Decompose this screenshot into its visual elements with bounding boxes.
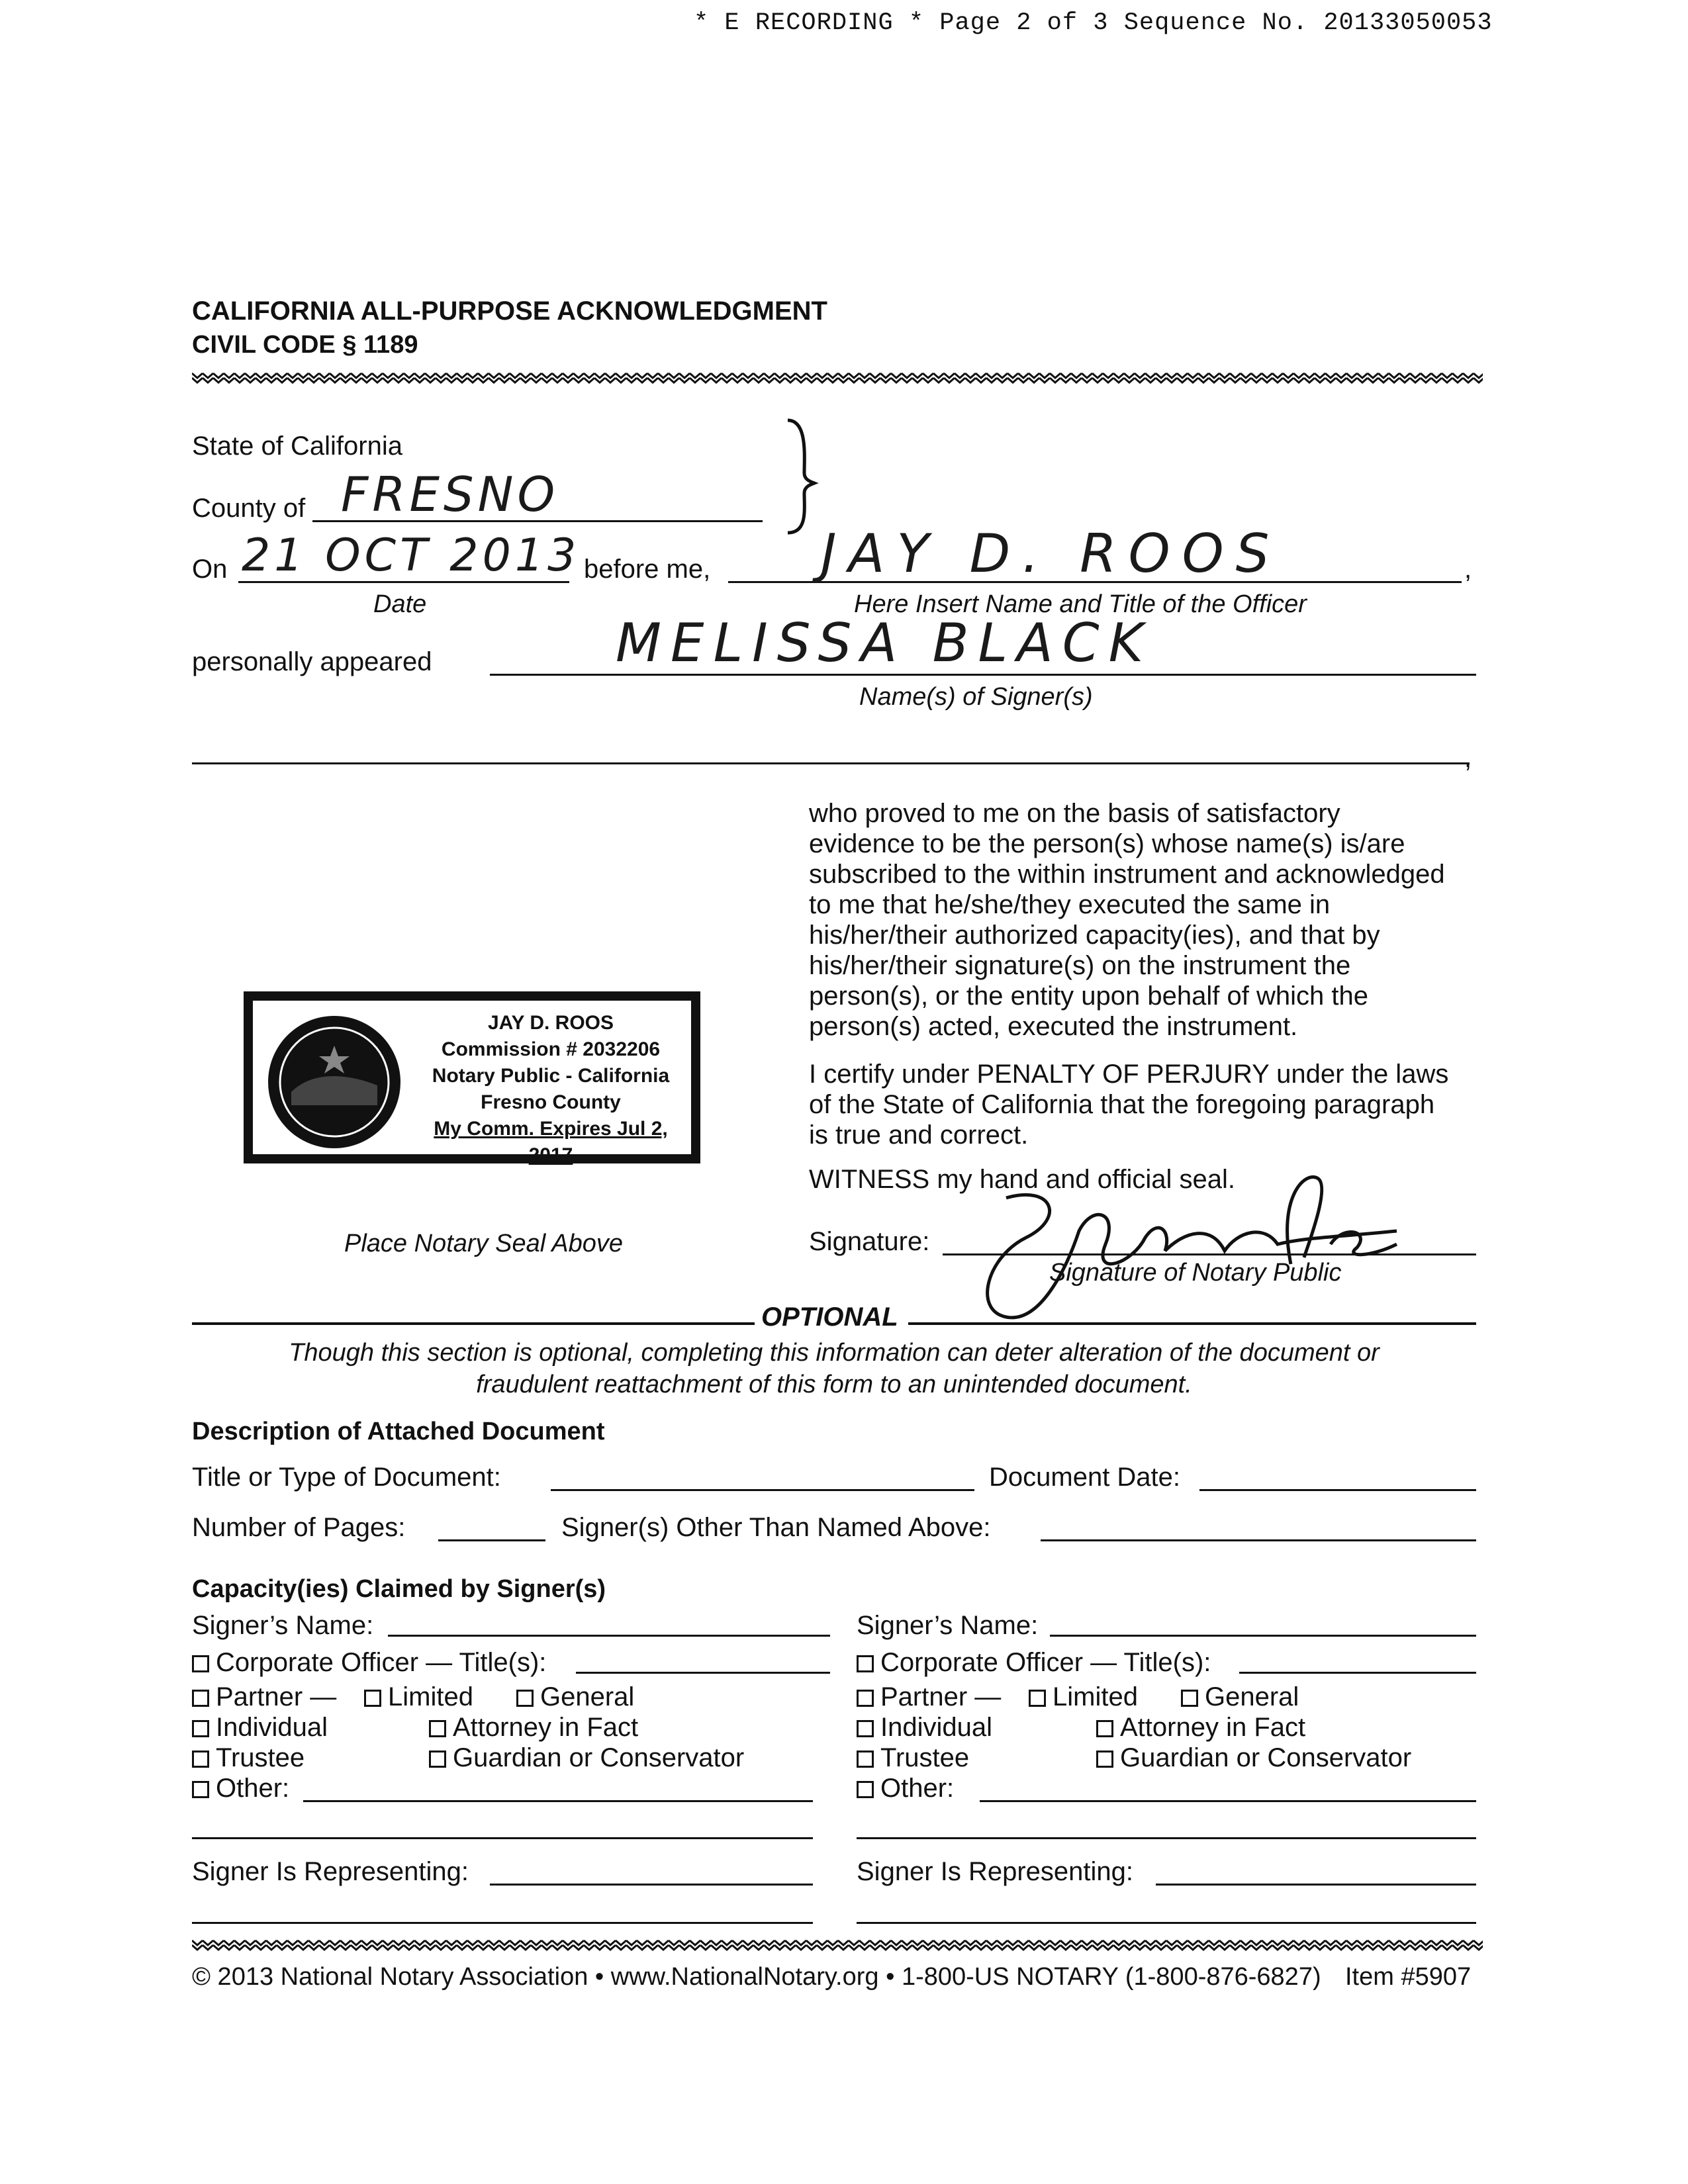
checkbox[interactable] xyxy=(192,1781,209,1798)
checkbox[interactable] xyxy=(364,1690,381,1707)
seal-commission: Commission # 2032206 xyxy=(441,1038,661,1060)
county-label: County of xyxy=(192,494,306,523)
seal-county: Fresno County xyxy=(481,1091,621,1113)
limited-left[interactable]: Limited xyxy=(364,1682,473,1712)
checkbox[interactable] xyxy=(192,1720,209,1737)
checkbox[interactable] xyxy=(192,1690,209,1707)
other-line-right[interactable] xyxy=(980,1800,1476,1802)
representing-line-left[interactable] xyxy=(490,1884,813,1886)
signer-handwritten: MELISSA BLACK xyxy=(616,612,1153,674)
individual-right[interactable]: Individual xyxy=(857,1713,992,1743)
representing-line-right[interactable] xyxy=(1156,1884,1476,1886)
date-handwritten: 21 OCT 2013 xyxy=(242,529,581,582)
limited-right[interactable]: Limited xyxy=(1029,1682,1138,1712)
date-caption: Date xyxy=(373,590,427,618)
proof-line: evidence to be the person(s) whose name(s) is/are xyxy=(809,829,1405,858)
signer-caption: Name(s) of Signer(s) xyxy=(859,683,1093,711)
optional-heading: OPTIONAL xyxy=(761,1302,898,1332)
checkbox[interactable] xyxy=(857,1751,874,1768)
officer-title-line-right[interactable] xyxy=(1239,1672,1476,1674)
other-line-right-2[interactable] xyxy=(857,1837,1476,1839)
seal-caption: Place Notary Seal Above xyxy=(344,1230,624,1257)
footer-copyright: © 2013 National Notary Association • www.NationalNotary.org • 1-800-US NOTARY (1-800-876-6827) xyxy=(192,1963,1321,1991)
seal-expires: My Comm. Expires Jul 2, 2017 xyxy=(434,1118,668,1166)
guardian-right[interactable]: Guardian or Conservator xyxy=(1096,1743,1411,1773)
representing-line-left-2[interactable] xyxy=(192,1922,813,1924)
decorative-border-top xyxy=(192,371,1483,385)
proof-line: his/her/their signature(s) on the instrument the xyxy=(809,951,1351,980)
attorney-right[interactable]: Attorney in Fact xyxy=(1096,1713,1305,1743)
signer-name-line-right[interactable] xyxy=(1050,1635,1476,1637)
proof-paragraph xyxy=(809,798,1476,1042)
partner-left[interactable]: Partner — xyxy=(192,1682,336,1712)
optional-rule-left xyxy=(192,1322,755,1325)
capacity-heading: Capacity(ies) Claimed by Signer(s) xyxy=(192,1575,606,1603)
corporate-officer-left[interactable]: Corporate Officer — Title(s): xyxy=(192,1648,546,1678)
brace-icon xyxy=(781,417,821,536)
decorative-border-bottom xyxy=(192,1938,1483,1952)
other-signers-label: Signer(s) Other Than Named Above: xyxy=(561,1513,991,1542)
pages-label: Number of Pages: xyxy=(192,1513,406,1542)
seal-title: Notary Public - California xyxy=(432,1065,670,1087)
document-date-label: Document Date: xyxy=(989,1463,1181,1492)
checkbox[interactable] xyxy=(857,1720,874,1737)
notary-seal xyxy=(244,991,700,1166)
document-date-line[interactable] xyxy=(1199,1489,1476,1491)
proof-line: person(s) acted, executed the instrument. xyxy=(809,1012,1298,1041)
optional-note xyxy=(192,1337,1476,1400)
footer-item-number: Item #5907 xyxy=(1345,1963,1472,1991)
pages-line[interactable] xyxy=(438,1539,545,1541)
checkbox[interactable] xyxy=(192,1655,209,1672)
extra-signer-line xyxy=(192,762,1470,764)
certify-line: is true and correct. xyxy=(809,1120,1029,1150)
form-title: CALIFORNIA ALL-PURPOSE ACKNOWLEDGMENT xyxy=(192,296,827,326)
general-right[interactable]: General xyxy=(1181,1682,1299,1712)
signer-name-label-left: Signer’s Name: xyxy=(192,1611,374,1640)
individual-left[interactable]: Individual xyxy=(192,1713,328,1743)
checkbox[interactable] xyxy=(857,1655,874,1672)
checkbox[interactable] xyxy=(1181,1690,1198,1707)
appeared-label: personally appeared xyxy=(192,647,432,676)
optional-note-line: fraudulent reattachment of this form to an unintended document. xyxy=(476,1371,1192,1398)
title-type-line[interactable] xyxy=(551,1489,974,1491)
representing-label-right: Signer Is Representing: xyxy=(857,1857,1134,1886)
proof-line: his/her/their authorized capacity(ies), and that by xyxy=(809,921,1380,950)
officer-handwritten: JAY D. ROOS xyxy=(821,523,1282,584)
partner-right[interactable]: Partner — xyxy=(857,1682,1001,1712)
comma-mark: , xyxy=(1464,555,1472,584)
proof-line: person(s), or the entity upon behalf of which the xyxy=(809,981,1368,1011)
signer-name-label-right: Signer’s Name: xyxy=(857,1611,1039,1640)
seal-name: JAY D. ROOS xyxy=(487,1012,614,1034)
certify-line: I certify under PENALTY OF PERJURY under the laws xyxy=(809,1060,1449,1089)
witness-line: WITNESS my hand and official seal. xyxy=(809,1165,1235,1194)
officer-title-line-left[interactable] xyxy=(576,1672,830,1674)
proof-line: to me that he/she/they executed the same in xyxy=(809,890,1331,919)
certify-line: of the State of California that the foregoing paragraph xyxy=(809,1090,1435,1119)
optional-rule-right xyxy=(908,1322,1476,1325)
other-right[interactable]: Other: xyxy=(857,1774,954,1803)
on-label: On xyxy=(192,555,228,584)
general-left[interactable]: General xyxy=(516,1682,634,1712)
trustee-right[interactable]: Trustee xyxy=(857,1743,969,1773)
form-subtitle: CIVIL CODE § 1189 xyxy=(192,331,418,359)
signature-label: Signature: xyxy=(809,1227,930,1256)
representing-line-right-2[interactable] xyxy=(857,1922,1476,1924)
representing-label-left: Signer Is Representing: xyxy=(192,1857,469,1886)
before-me-label: before me, xyxy=(584,555,711,584)
optional-note-line: Though this section is optional, completing this information can deter alteration of the document or xyxy=(289,1339,1380,1367)
signer-line xyxy=(490,674,1476,676)
title-type-label: Title or Type of Document: xyxy=(192,1463,501,1492)
signer-name-line-left[interactable] xyxy=(388,1635,830,1637)
trustee-left[interactable]: Trustee xyxy=(192,1743,305,1773)
comma-mark-2: , xyxy=(1464,744,1472,773)
officer-caption: Here Insert Name and Title of the Officer xyxy=(854,590,1307,618)
checkbox[interactable] xyxy=(516,1690,534,1707)
notary-signature-icon xyxy=(933,1158,1410,1330)
county-handwritten: FRESNO xyxy=(341,467,559,522)
certify-paragraph xyxy=(809,1059,1476,1150)
state-seal-icon xyxy=(265,1013,404,1152)
recording-header: * E RECORDING * Page 2 of 3 Sequence No. 20133050053 xyxy=(694,9,1493,37)
proof-line: who proved to me on the basis of satisfactory xyxy=(809,799,1340,828)
checkbox[interactable] xyxy=(857,1781,874,1798)
checkbox[interactable] xyxy=(1096,1720,1113,1737)
checkbox[interactable] xyxy=(1029,1690,1046,1707)
checkbox[interactable] xyxy=(429,1720,446,1737)
attorney-left[interactable]: Attorney in Fact xyxy=(429,1713,638,1743)
checkbox[interactable] xyxy=(429,1751,446,1768)
state-label: State of California xyxy=(192,432,402,461)
corporate-officer-right[interactable]: Corporate Officer — Title(s): xyxy=(857,1648,1211,1678)
signature-caption: Signature of Notary Public xyxy=(1049,1259,1342,1287)
other-line-left[interactable] xyxy=(303,1800,813,1802)
checkbox[interactable] xyxy=(857,1690,874,1707)
description-heading: Description of Attached Document xyxy=(192,1418,605,1445)
checkbox[interactable] xyxy=(192,1751,209,1768)
other-signers-line[interactable] xyxy=(1041,1539,1476,1541)
guardian-left[interactable]: Guardian or Conservator xyxy=(429,1743,744,1773)
proof-line: subscribed to the within instrument and acknowledged xyxy=(809,860,1445,889)
checkbox[interactable] xyxy=(1096,1751,1113,1768)
other-left[interactable]: Other: xyxy=(192,1774,289,1803)
other-line-left-2[interactable] xyxy=(192,1837,813,1839)
